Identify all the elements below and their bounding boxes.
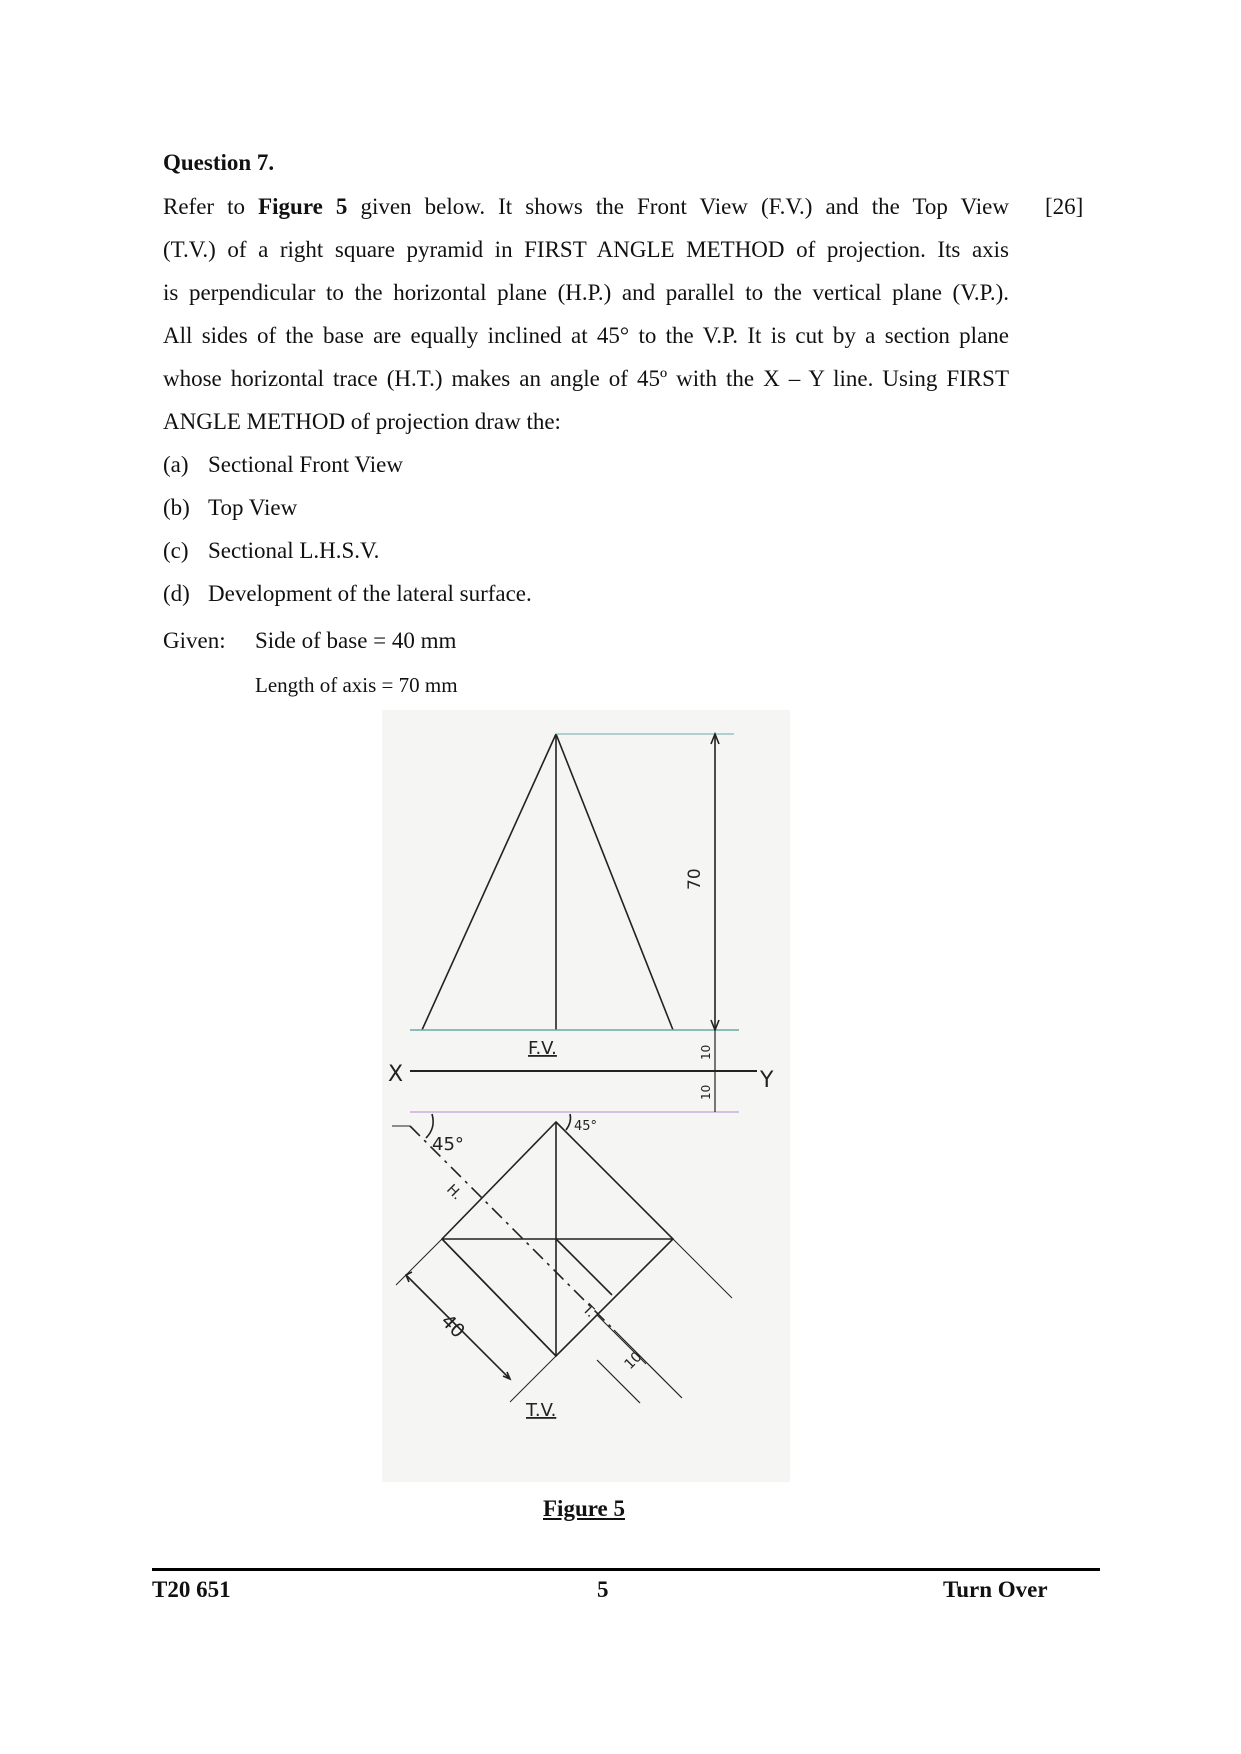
given-label: Given: xyxy=(163,628,226,653)
figure-caption: Figure 5 xyxy=(543,1496,625,1521)
given-axis-length: Length of axis = 70 mm xyxy=(255,673,458,697)
side-dimension xyxy=(396,1239,556,1402)
question-line-3: is perpendicular to the horizontal plane (H.P.) and parallel to the vertical plane (V.P.). xyxy=(163,280,1009,305)
question-title: Question 7. xyxy=(163,150,275,175)
list-item: (a) Sectional Front View xyxy=(163,452,403,477)
ht-label-end: T. xyxy=(579,1301,599,1321)
question-line-2: (T.V.) of a right square pyramid in FIRST ANGLE METHOD of projection. Its axis xyxy=(163,237,1009,262)
question-line-5: whose horizontal trace (H.T.) makes an angle of 45º with the X – Y line. Using FIRST xyxy=(163,366,1009,391)
dim-axis-label: 70 xyxy=(685,868,705,890)
x-label: X xyxy=(388,1062,404,1087)
given-side-of-base: Side of base = 40 mm xyxy=(255,628,457,653)
dim-side-label: 40 xyxy=(436,1309,470,1343)
paper-code: T20 651 xyxy=(152,1577,231,1602)
offset-dimension xyxy=(597,1239,732,1403)
marks-badge: [26] xyxy=(1045,194,1084,219)
fv-label: F.V. xyxy=(528,1038,557,1059)
dim-offset-label: 10 xyxy=(621,1348,646,1373)
footer-divider xyxy=(152,1568,1100,1571)
angle-label: 45° xyxy=(574,1119,598,1134)
list-item: (b) Top View xyxy=(163,495,298,520)
list-item: (c) Sectional L.H.S.V. xyxy=(163,538,380,563)
dim-gap-bottom-label: 10 xyxy=(699,1084,713,1100)
question-line-4: All sides of the base are equally inclined at 45° to the V.P. It is cut by a section plane xyxy=(163,323,1009,348)
angle-45-top xyxy=(566,1114,597,1134)
top-view xyxy=(442,1122,673,1356)
xy-reference-line xyxy=(388,1062,774,1112)
figure-5-drawing xyxy=(382,710,790,1482)
ht-label-start: H. xyxy=(443,1181,465,1204)
axis-dimension xyxy=(685,734,719,1030)
question-line-6: ANGLE METHOD of projection draw the: xyxy=(163,409,561,434)
question-line-1: Refer to Figure 5 given below. It shows the Front View (F.V.) and the Top View xyxy=(163,194,1009,219)
y-label: Y xyxy=(760,1068,774,1093)
turn-over-label: Turn Over xyxy=(943,1577,1048,1602)
tv-label: T.V. xyxy=(526,1400,557,1421)
angle-label: 45° xyxy=(432,1134,464,1155)
figure-reference: Figure 5 xyxy=(258,194,348,219)
page-number: 5 xyxy=(597,1577,609,1602)
dim-gap-top-label: 10 xyxy=(699,1044,713,1060)
list-item: (d) Development of the lateral surface. xyxy=(163,581,532,606)
